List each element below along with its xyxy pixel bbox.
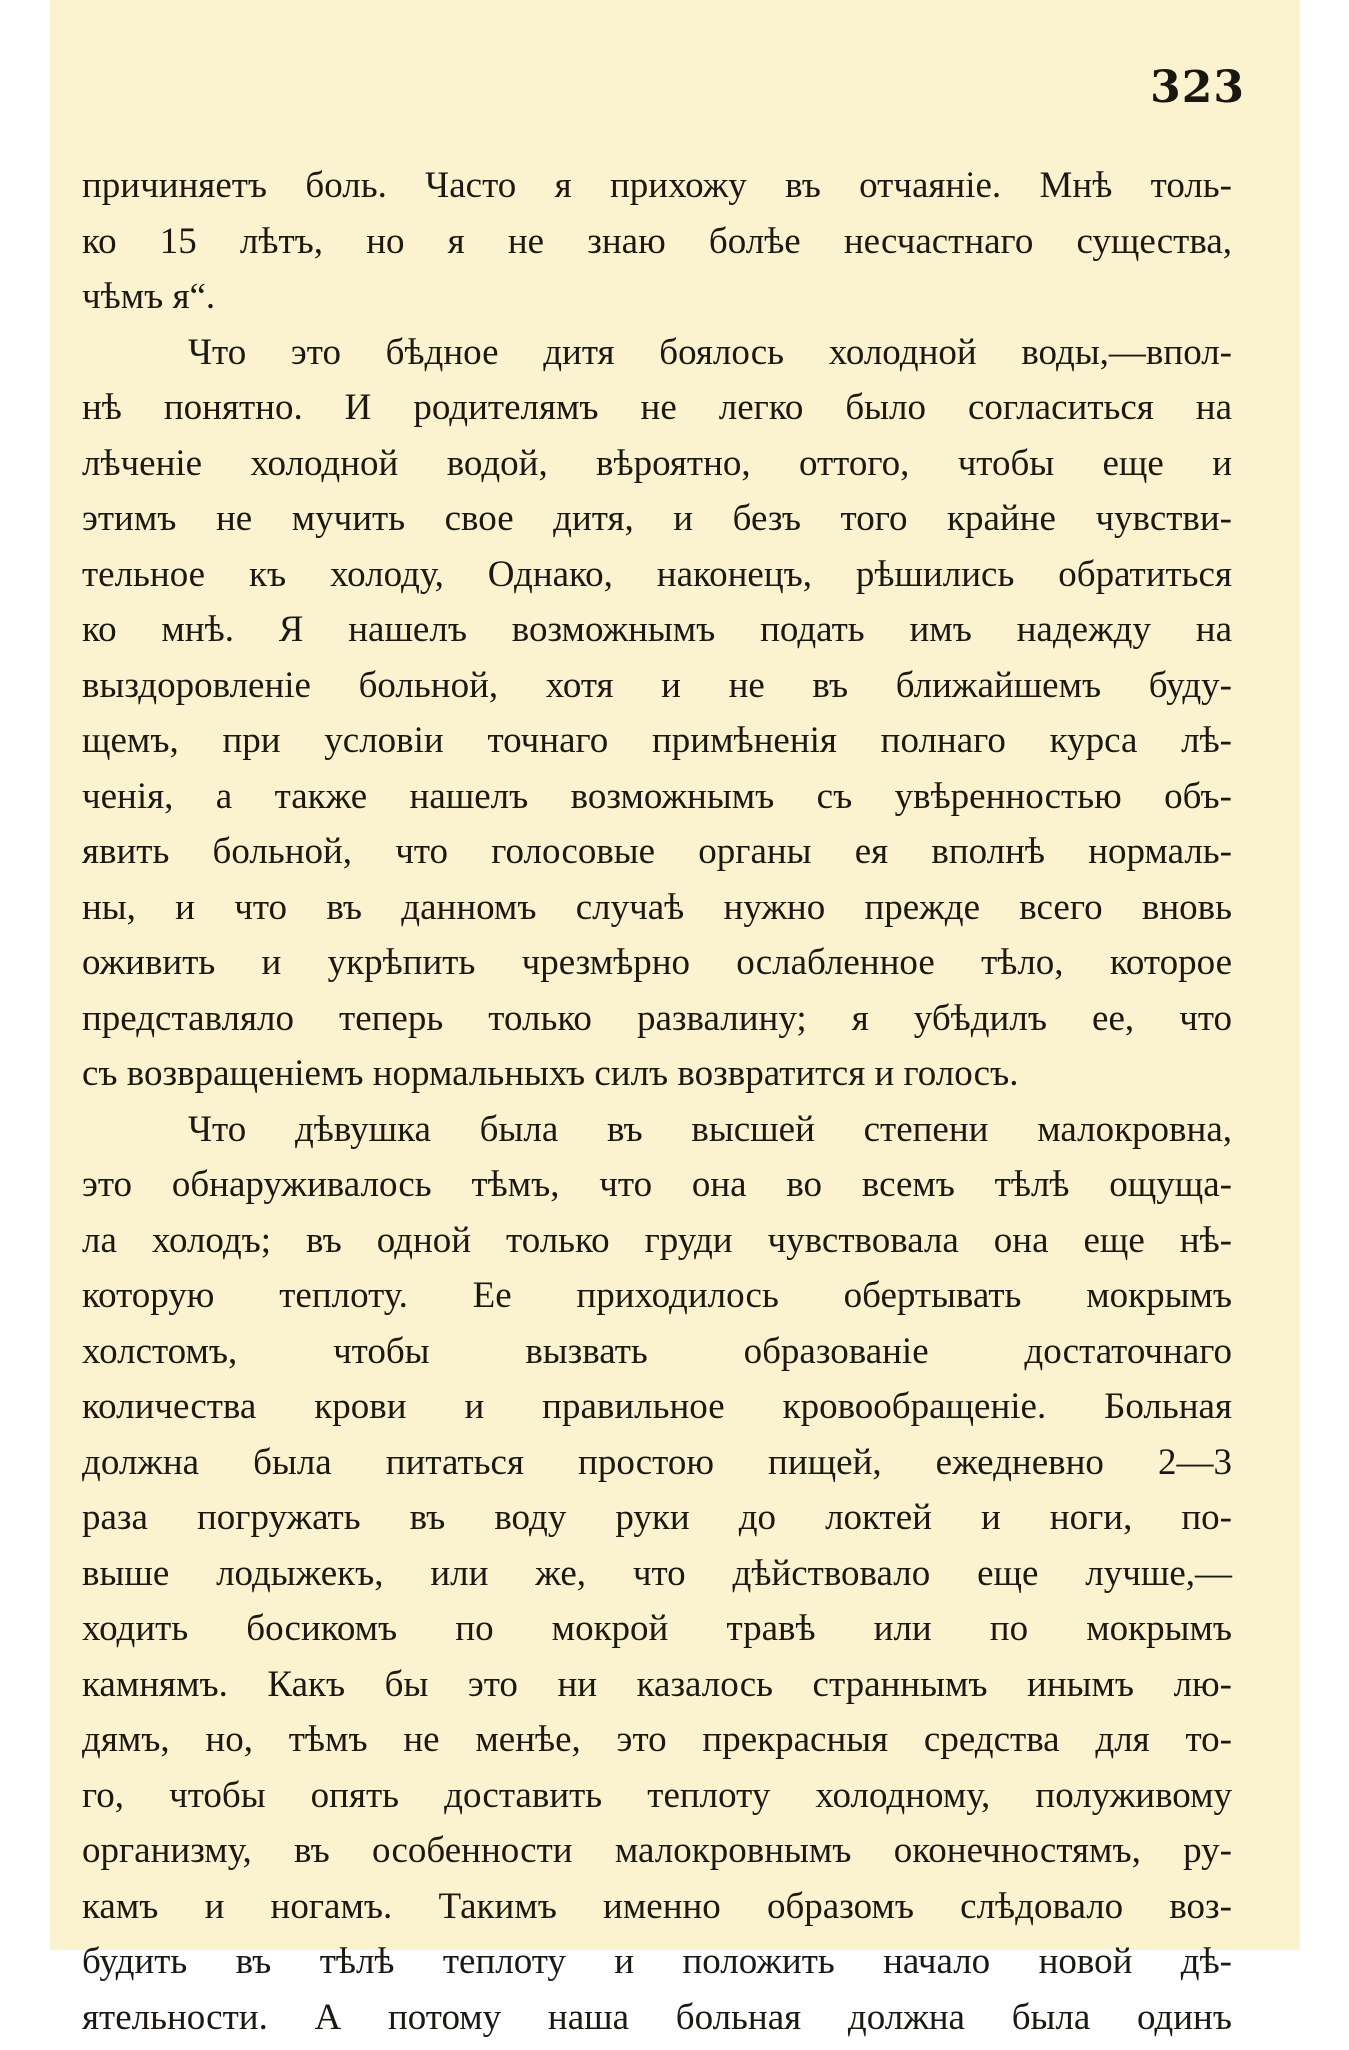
paragraph [82,158,1232,325]
text-line: камнямъ. Какъ бы это ни казалось страннымъ инымъ лю- [82,1663,1232,1705]
text-line: дямъ, но, тѣмъ не менѣе, это прекрасныя средства для то- [82,1719,1232,1760]
text-line: Что дѣвушка была въ высшей степени малокровна, [188,1108,1232,1150]
text-line: причиняетъ боль. Часто я прихожу въ отчаяніе. Мнѣ толь- [82,165,1232,206]
body-text [82,158,1232,2045]
text-line: раза погружать въ воду руки до локтей и ноги, по- [82,1497,1232,1538]
text-line: ходить босикомъ по мокрой травѣ или по мокрымъ [82,1608,1232,1649]
text-line: ны, и что въ данномъ случаѣ нужно прежде всего вновь [82,886,1232,928]
text-line: оживить и укрѣпить чрезмѣрно ослабленное тѣло, которое [82,942,1232,983]
text-line: организму, въ особенности малокровнымъ оконечностямъ, ру- [82,1830,1232,1871]
text-line: ко мнѣ. Я нашелъ возможнымъ подать имъ надежду на [82,609,1232,650]
text-line: щемъ, при условіи точнаго примѣненія полнаго курса лѣ- [82,720,1232,761]
text-line: явить больной, что голосовые органы ея вполнѣ нормаль- [82,831,1232,872]
page-number: 323 [1150,62,1245,113]
text-line: тельное къ холоду, Однако, наконецъ, рѣшились обратиться [82,553,1232,595]
text-line: Что это бѣдное дитя боялось холодной воды,—впол- [188,331,1232,373]
text-line: ла холодъ; въ одной только груди чувствовала она еще нѣ- [82,1219,1232,1261]
text-line: лѣченіе холодной водой, вѣроятно, оттого, чтобы еще и [82,442,1232,484]
text-line: нѣ понятно. И родителямъ не легко было согласиться на [82,387,1232,428]
text-line: выше лодыжекъ, или же, что дѣйствовало еще лучше,— [82,1552,1232,1594]
text-line: камъ и ногамъ. Такимъ именно образомъ слѣдовало воз- [82,1885,1232,1927]
text-line: представляло теперь только развалину; я убѣдилъ ее, что [82,997,1232,1039]
paragraph [82,1102,1232,2046]
text-line: съ возвращеніемъ нормальныхъ силъ возвратится и голосъ. [82,1053,1019,1094]
text-line: холстомъ, чтобы вызвать образованіе достаточнаго [82,1330,1232,1372]
text-line: должна была питаться простою пищей, ежедневно 2—3 [82,1441,1232,1483]
text-line: ко 15 лѣтъ, но я не знаю болѣе несчастнаго существа, [82,220,1232,262]
text-line: ятельности. А потому наша больная должна была одинъ [82,1996,1232,2038]
text-line: го, чтобы опять доставить теплоту холодному, полуживому [82,1774,1232,1816]
text-line: этимъ не мучить свое дитя, и безъ того крайне чувстви- [82,498,1232,539]
text-line: будить въ тѣлѣ теплоту и положить начало новой дѣ- [82,1941,1232,1982]
text-line: ченія, а также нашелъ возможнымъ съ увѣренностью объ- [82,775,1232,817]
text-line: количества крови и правильное кровообращеніе. Больная [82,1386,1232,1427]
text-line: это обнаруживалось тѣмъ, что она во всемъ тѣлѣ ощуща- [82,1164,1232,1205]
text-line: выздоровленіе больной, хотя и не въ ближайшемъ буду- [82,664,1232,706]
text-line: чѣмъ я“. [82,276,216,317]
paragraph [82,325,1232,1102]
text-line: которую теплоту. Ее приходилось обертывать мокрымъ [82,1275,1232,1316]
